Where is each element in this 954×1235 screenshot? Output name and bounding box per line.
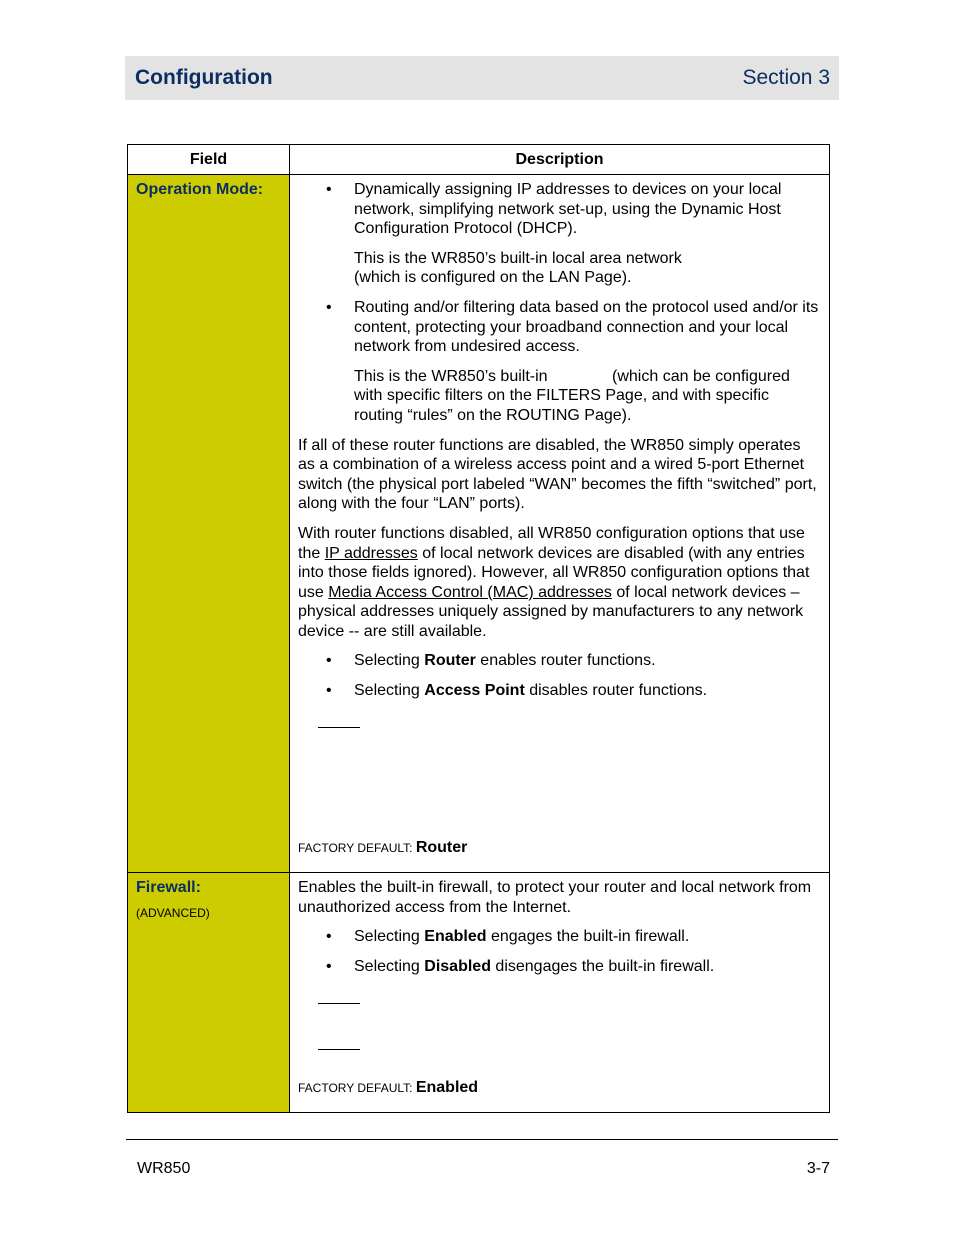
paragraph: If all of these router functions are disabled, the WR850 simply operates as a combination of a wireless access point and a wired 5-port Ethernet switch (the physical port labeled “WAN” becomes the fifth “switched” port, along with the four “LAN” ports). xyxy=(298,436,817,513)
mac-addresses-link-text: Media Access Control (MAC) addresses xyxy=(328,583,612,601)
description-cell xyxy=(290,175,830,873)
field-sublabel: (ADVANCED) xyxy=(136,905,210,920)
list-item: • Selecting Router enables router functions. xyxy=(326,652,656,670)
description-cell xyxy=(290,873,830,1113)
section-label: Section 3 xyxy=(742,66,830,89)
bullet-icon: • xyxy=(326,682,332,700)
factory-default: FACTORY DEFAULT: Enabled xyxy=(298,1078,479,1096)
table-row xyxy=(128,873,830,1113)
field-label-operation-mode: Operation Mode: xyxy=(136,181,264,198)
bullet-icon: • xyxy=(326,652,332,670)
column-header-description: Description xyxy=(290,145,830,175)
field-label-firewall: Firewall: xyxy=(136,879,201,897)
factory-default-value: Router xyxy=(415,838,468,856)
footer-product: WR850 xyxy=(137,1160,191,1177)
field-cell xyxy=(128,175,290,873)
chapter-title: Configuration xyxy=(135,66,273,89)
footer-divider xyxy=(126,1139,838,1140)
footer-page-number: 3-7 xyxy=(806,1160,830,1177)
factory-default: FACTORY DEFAULT: Router xyxy=(298,838,468,856)
bullet-icon: • xyxy=(326,298,332,316)
list-item: • Selecting Access Point disables router functions. xyxy=(326,682,708,700)
bullet-icon: • xyxy=(326,181,332,198)
list-item: • Selecting Disabled disengages the built-in firewall. xyxy=(326,958,715,976)
field-cell xyxy=(128,873,290,1113)
field-description-table xyxy=(127,144,830,1113)
paragraph: With router functions disabled, all WR850 configuration options that use the IP addresses of local network devices are disabled (with any entries into those fields ignored). However, all WR850 configuration options that use Media Access Control (MAC) addresses of local network devices – physical addresses uniquely assigned by manufacturers to any network device -- are still available. xyxy=(298,524,810,640)
paragraph: This is the WR850’s built-in (which can be configured with specific filters on the FILTERS Page, and with specific routing “rules” on the ROUTING Page). xyxy=(354,367,790,424)
paragraph: Enables the built-in firewall, to protect your router and local network from unauthorized access from the Internet. xyxy=(298,879,812,916)
list-item: • Selecting Enabled engages the built-in firewall. xyxy=(326,928,690,946)
table-header-row xyxy=(128,145,830,175)
page-header xyxy=(125,56,839,100)
bullet-icon: • xyxy=(326,928,332,946)
ip-addresses-link-text: IP addresses xyxy=(324,544,418,562)
column-header-field: Field xyxy=(128,145,290,175)
list-item: • Dynamically assigning IP addresses to devices on your local network, simplifying network set-up, using the Dynamic Host Configuration Protocol (DHCP). xyxy=(326,181,782,238)
factory-default-value: Enabled xyxy=(415,1078,479,1096)
list-item: • Routing and/or filtering data based on the protocol used and/or its content, protecting your broadband connection and your local network from undesired access. xyxy=(326,298,819,356)
bullet-icon: • xyxy=(326,958,332,976)
table-row xyxy=(128,175,830,873)
paragraph: This is the WR850’s built-in local area network (which is configured on the LAN Page). xyxy=(354,249,682,287)
